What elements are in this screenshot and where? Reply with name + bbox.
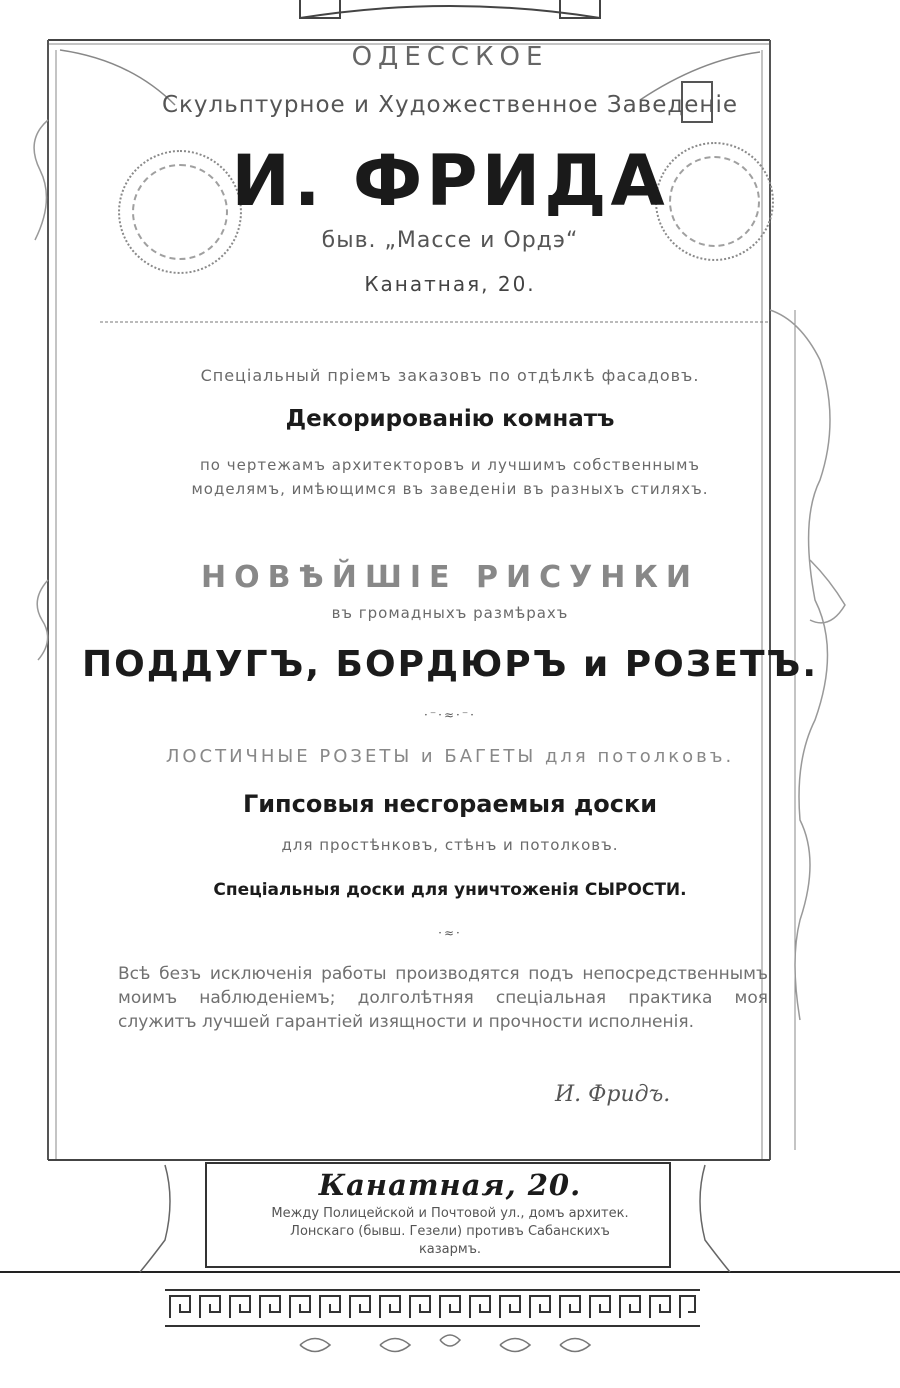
boards-damp: Спеціальныя доски для уничтоженія СЫРОСТИ. (213, 880, 687, 900)
signature: И. Фридъ. (555, 1082, 671, 1107)
owner-name: И. ФРИДА (231, 140, 669, 222)
header-street: Канатная, 20. (364, 272, 536, 296)
offer-intro: Спеціальный пріемъ заказовъ по отдѣлкѣ фасадовъ. (200, 366, 700, 385)
city-name: ОДЕССКОЕ (351, 42, 549, 72)
boards-lightweight: ЛОСТИЧНЫЕ РОЗЕТЫ и БАГЕТЫ для потолковъ. (165, 746, 735, 767)
novelties-title: НОВѢЙШІЕ РИСУНКИ (201, 560, 699, 595)
novelties-products: ПОДДУГЪ, БОРДЮРЪ и РОЗЕТЪ. (81, 644, 819, 685)
offer-headline: Декорированію комнатъ (285, 406, 615, 432)
offer-line-1: по чертежамъ архитекторовъ и лучшимъ собственнымъ (199, 456, 700, 474)
establishment-type: Скульптурное и Художественное Заведеніе (161, 92, 739, 118)
boards-usage: для простѣнковъ, стѣнъ и потолковъ. (281, 836, 619, 854)
guarantee-paragraph: Всѣ безъ исключенія работы производятся подъ непосредственнымъ моимъ наблюденіемъ; долголѣтняя спеціальная практика моя служитъ лучшей гарантіей изящности и прочности исполненія. (118, 964, 768, 1032)
novelties-sizes: въ громадныхъ размѣрахъ (331, 604, 569, 622)
address-line: Лонскаго (бывш. Гезели) противъ Сабанскихъ (290, 1224, 610, 1239)
ornament-divider: ·⁻·≈·⁻· (424, 708, 476, 722)
address-title: Канатная, 20. (318, 1168, 582, 1202)
boards-fireproof: Гипсовыя несгораемыя доски (242, 790, 658, 818)
former-name: быв. „Массе и Ордэ“ (321, 228, 579, 253)
ornament-divider: ·≈· (438, 926, 462, 940)
address-line: Между Полицейской и Почтовой ул., домъ архитек. (271, 1206, 629, 1221)
address-line: казармъ. (418, 1242, 482, 1257)
offer-line-2: моделямъ, имѣющимся въ заведеніи въ разныхъ стиляхъ. (191, 480, 709, 498)
